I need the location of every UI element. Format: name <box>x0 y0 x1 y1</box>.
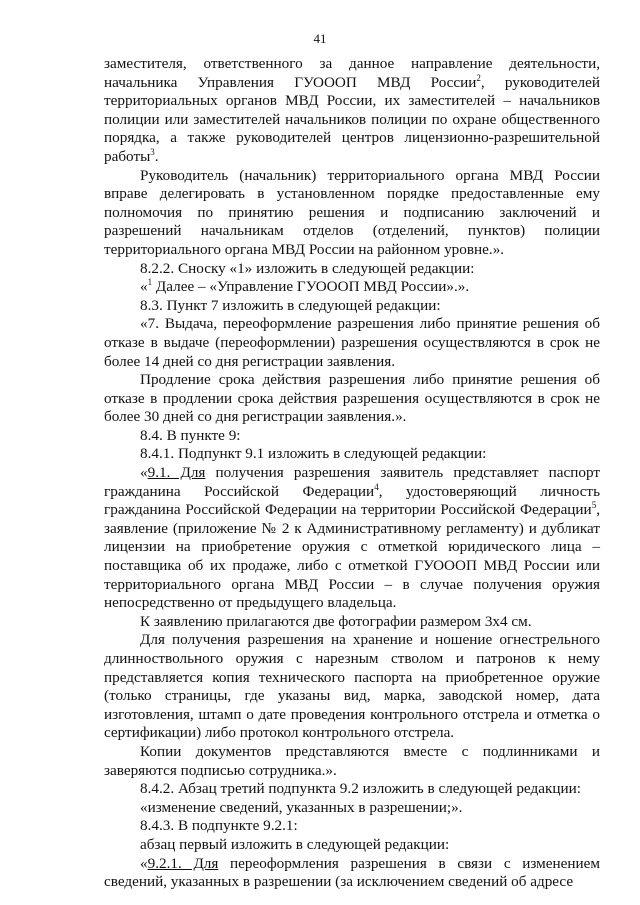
paragraph-text: . <box>154 147 159 165</box>
paragraph-text: 8.4.1. Подпункт 9.1 изложить в следующей редакции: <box>140 445 487 463</box>
paragraph <box>104 836 600 855</box>
paragraph-text: 8.4. В пункте 9: <box>140 426 241 444</box>
paragraph-text: 8.3. Пункт 7 изложить в следующей редакции: <box>140 296 441 314</box>
paragraph-text: 8.2.2. Сноску «1» изложить в следующей редакции: <box>140 259 475 277</box>
paragraph <box>104 799 600 818</box>
paragraph <box>104 780 600 799</box>
paragraph-text: 8.4.2. Абзац третий подпункта 9.2 изложить в следующей редакции: <box>140 780 581 798</box>
paragraph <box>104 260 600 279</box>
paragraph-text: получения разрешения заявитель представляет паспорт гражданина Российской Федерации <box>104 464 600 500</box>
paragraph-text: «7. Выдача, переоформление разрешения либо принятие решения об отказе в выдаче (переоформлении) разрешения осуществляются в срок не более 14 дней со дня регистрации заявления. <box>104 315 600 370</box>
document-body <box>104 55 600 892</box>
paragraph <box>104 855 600 892</box>
paragraph-text: абзац первый изложить в следующей редакции: <box>140 835 450 853</box>
paragraph-text: «изменение сведений, указанных в разрешении;». <box>140 798 463 816</box>
paragraph <box>104 631 600 743</box>
paragraph-text: , заявление (приложение № 2 к Административному регламенту) и дубликат лицензии на приобретение оружия с отметкой юридического лица – поставщика об их продаже, либо с отметкой ГУОООП МВД России или территориального органа МВД России – в случае получения оружия непосредственно от предыдущего владельца. <box>104 501 600 612</box>
footnote-marker: 3 <box>150 146 155 157</box>
paragraph-text: « <box>140 854 148 872</box>
paragraph <box>104 167 600 260</box>
paragraph-text: , руководителей территориальных органов МВД России, их заместителей – начальников полиции или заместителей начальников полиции по охране общественного порядка, а также руководителей центров лицензионно-разрешительной работы <box>104 73 600 165</box>
paragraph-text: заместителя, ответственного за данное направление деятельности, начальника Управления ГУОООП МВД России <box>104 55 600 91</box>
paragraph-text: , удостоверяющий личность гражданина Российской Федерации на территории Российской Федерации <box>104 482 600 519</box>
footnote-marker: 5 <box>591 500 597 511</box>
paragraph <box>104 817 600 836</box>
paragraph-text: 8.4.3. В подпункте 9.2.1: <box>140 817 298 835</box>
underlined-text: 9.2.1. Для <box>147 854 219 872</box>
page-number: 41 <box>313 31 327 46</box>
paragraph <box>104 743 600 780</box>
footnote-marker: 2 <box>476 72 481 83</box>
paragraph-text: Продление срока действия разрешения либо принятие решения об отказе в продлении срока действия разрешения осуществляются в срок не более 30 дней со дня регистрации заявления.». <box>104 371 600 426</box>
paragraph <box>104 371 600 427</box>
paragraph <box>104 297 600 316</box>
paragraph <box>104 427 600 446</box>
paragraph-text: Далее – «Управление ГУОООП МВД России».». <box>152 278 470 296</box>
paragraph <box>104 315 600 371</box>
paragraph <box>104 278 600 297</box>
paragraph-text: Для получения разрешения на хранение и ношение огнестрельного длинноствольного оружия с нарезным стволом и патронов к нему представляется копия технического паспорта на приобретенное оружие (только страницы, где указаны вид, марка, заводской номер, дата изготовления, штамп о дате проведения контрольного отстрела и отметка о сертификации) либо протокол контрольного отстрела. <box>104 631 600 742</box>
footnote-marker: 1 <box>147 277 153 288</box>
paragraph-text: Руководитель (начальник) территориального органа МВД России вправе делегировать в установленном порядке предоставленные ему полномочия по принятию решения и подписанию заключений и разрешений начальникам отделов (отделений, пунктов) полиции территориального органа МВД России на районном уровне.». <box>104 166 600 258</box>
paragraph-text: Копии документов представляются вместе с подлинниками и заверяются подписью сотрудника.». <box>104 742 600 779</box>
paragraph-text: « <box>140 278 148 296</box>
paragraph <box>104 613 600 632</box>
paragraph-text: К заявлению прилагаются две фотографии размером 3х4 см. <box>140 612 532 630</box>
paragraph <box>104 55 600 167</box>
paragraph <box>104 445 600 464</box>
paragraph-text: « <box>140 464 148 482</box>
paragraph <box>104 464 600 613</box>
underlined-text: 9.1. Для <box>147 464 206 482</box>
paragraph-text: переоформления разрешения в связи с изменением сведений, указанных в разрешении (за исключением сведений об адресе <box>104 854 600 891</box>
footnote-marker: 4 <box>374 481 379 492</box>
